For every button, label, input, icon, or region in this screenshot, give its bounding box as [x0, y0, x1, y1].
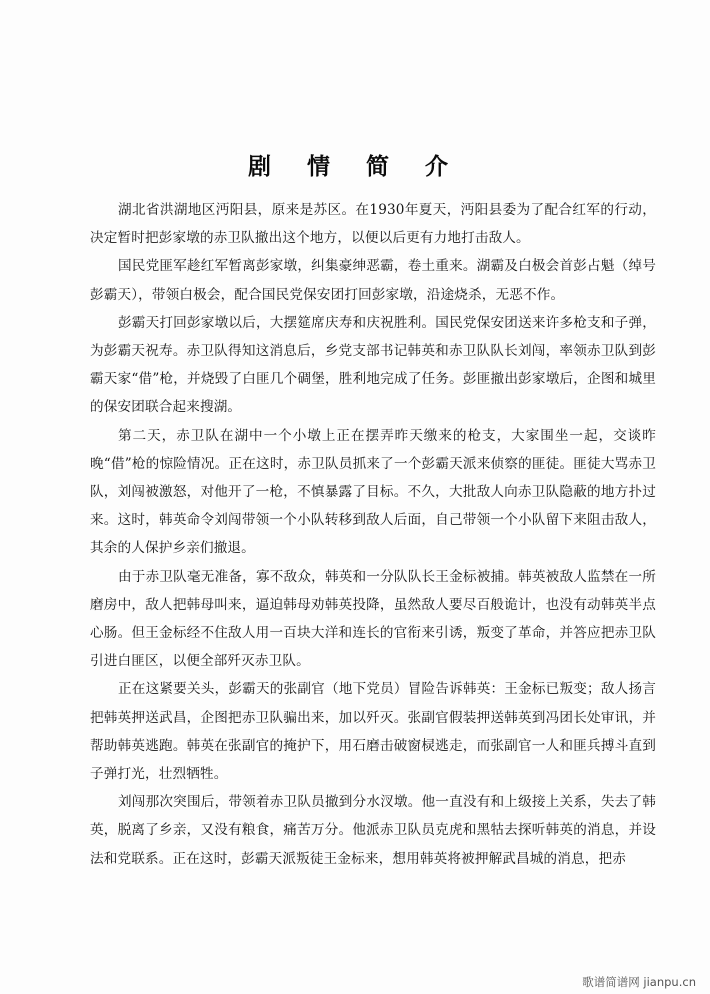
paragraph-3: 彭霸天打回彭家墩以后，大摆筵席庆寿和庆祝胜利。国民党保安团送来许多枪支和子弹，为彭霸天祝寿。赤卫队得知这消息后，乡党支部书记韩英和赤卫队队长刘闯，率领赤卫队到彭霸天家“借”枪，并烧毁了白匪几个碉堡，胜利地完成了任务。彭匪撤出彭家墩后，企图和城里的保安团联合起来搜湖。 — [90, 314, 656, 416]
paragraph-1: 湖北省洪湖地区沔阳县，原来是苏区。在1930年夏天，沔阳县委为了配合红军的行动，决定暂时把彭家墩的赤卫队撤出这个地方，以便以后更有力地打击敌人。 — [90, 202, 656, 247]
paragraph-6: 正在这紧要关头，彭霸天的张副官（地下党员）冒险告诉韩英：王金标已叛变；敌人扬言把韩英押送武昌，企图把赤卫队骗出来，加以歼灭。张副官假装押送韩英到冯团长处审讯，并帮助韩英逃跑。韩英在张副官的掩护下，用石磨击破窗棂逃走，而张副官一人和匪兵搏斗直到子弹打光，壮烈牺牲。 — [90, 681, 656, 783]
watermark: 歌谱简谱网 jianpu.cn — [582, 975, 696, 989]
paragraph-7: 刘闯那次突围后，带领着赤卫队员撤到分水汊墩。他一直没有和上级接上关系，失去了韩英，脱离了乡亲，又没有粮食，痛苦万分。他派赤卫队员克虎和黑牯去探听韩英的消息，并设法和党联系。正在这时，彭霸天派叛徒王金标来，想用韩英将被押解武昌城的消息，把赤 — [90, 794, 656, 867]
paragraph-4: 第二天，赤卫队在湖中一个小墩上正在摆弄昨天缴来的枪支，大家围坐一起，交谈昨晚“借”枪的惊险情况。正在这时，赤卫队员抓来了一个彭霸天派来侦察的匪徒。匪徒大骂赤卫队，刘闯被激怒，对他开了一枪，不慎暴露了目标。不久，大批敌人向赤卫队隐蔽的地方扑过来。这时，韩英命令刘闯带领一个小队转移到敌人后面，自己带领一个小队留下来阻击敌人，其余的人保护乡亲们撤退。 — [90, 427, 656, 557]
paragraph-5: 由于赤卫队毫无准备，寡不敌众，韩英和一分队队长王金标被捕。韩英被敌人监禁在一所磨房中，敌人把韩母叫来，逼迫韩母劝韩英投降，虽然敌人要尽百般诡计，也没有动韩英半点心肠。但王金标经不住敌人用一百块大洋和连长的官衔来引诱，叛变了革命，并答应把赤卫队引进白匪区，以便全部歼灭赤卫队。 — [90, 568, 656, 670]
body-text — [90, 196, 656, 873]
paragraph-2: 国民党匪军趁红军暂离彭家墩，纠集豪绅恶霸，卷土重来。湖霸及白极会首彭占魁（绰号彭霸天），带领白极会，配合国民党保安团打回彭家墩，沿途烧杀，无恶不作。 — [90, 258, 656, 303]
page-title: 剧 情 简 介 — [247, 154, 463, 180]
